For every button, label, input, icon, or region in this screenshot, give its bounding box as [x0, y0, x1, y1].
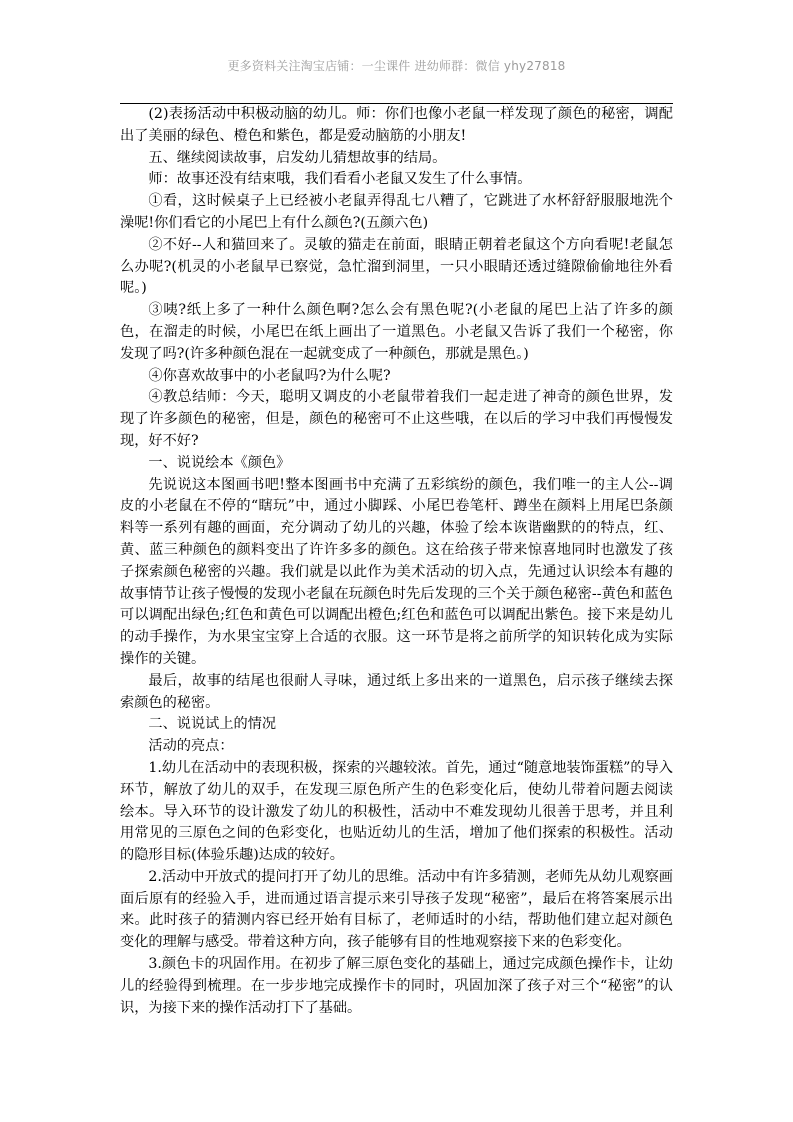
paragraph-step-1: ①看，这时候桌子上已经被小老鼠弄得乱七八糟了，它跳进了水杯舒舒服服地洗个澡呢!你们看它的小尾巴上有什么颜色?(五颜六色) — [120, 193, 673, 231]
paragraph-step-2: ②不好--人和猫回来了。灵敏的猫走在前面，眼睛正朝着老鼠这个方向看呢!老鼠怎么办呢?(机灵的小老鼠早已察觉，急忙溜到洞里，一只小眼睛还透过缝隙偷偷地往外看呢。) — [120, 236, 673, 297]
section-heading-1: 一、说说绘本《颜色》 — [148, 454, 291, 471]
paragraph-praise: (2)表扬活动中积极动脑的幼儿。师：你们也像小老鼠一样发现了颜色的秘密，调配出了美丽的绿色、橙色和紫色，都是爱动脑筋的小朋友! — [120, 106, 673, 144]
paragraph-highlight-3: 3.颜色卡的巩固作用。在初步了解三原色变化的基础上，通过完成颜色操作卡，让幼儿的经验得到梳理。在一步步地完成操作卡的同时，巩固加深了孩子对三个“秘密”的认识，为接下来的操作活动打下了基础。 — [120, 956, 673, 1016]
document-body — [120, 104, 673, 1019]
paragraph-teacher-intro: 师：故事还没有结束哦，我们看看小老鼠又发生了什么事情。 — [148, 171, 532, 188]
paragraph-highlight-2: 2.活动中开放式的提问打开了幼儿的思维。活动中有许多猜测，老师先从幼儿观察画面后原有的经验入手，进而通过语言提示来引导孩子发现“秘密”，最后在将答案展示出来。此时孩子的猜测内容已经开始有目标了，老师适时的小结，帮助他们建立起对颜色变化的理解与感受。带着这种方向，孩子能够有目的性地观察接下来的色彩变化。 — [120, 868, 673, 951]
paragraph-step-4: ④你喜欢故事中的小老鼠吗?为什么呢? — [148, 367, 391, 384]
paragraph-summary: ④教总结师：今天，聪明又调皮的小老鼠带着我们一起走进了神奇的颜色世界，发现了许多颜色的秘密，但是，颜色的秘密可不止这些哦，在以后的学习中我们再慢慢发现，好不好? — [120, 389, 673, 449]
section-heading-5: 五、继续阅读故事，启发幼儿猜想故事的结局。 — [148, 149, 447, 166]
subheading-highlights: 活动的亮点： — [148, 738, 234, 755]
paragraph-step-3: ③咦?纸上多了一种什么颜色啊?怎么会有黑色呢?(小老鼠的尾巴上沾了许多的颜色，在溜走的时候，小尾巴在纸上画出了一道黑色。小老鼠又告诉了我们一个秘密，你发现了吗?(许多种颜色混在一起就变成了一种颜色，那就是黑色。) — [120, 302, 673, 362]
section-heading-2: 二、说说试上的情况 — [148, 716, 277, 733]
page-header-watermark: 更多资料关注淘宝店铺：一尘课件 进幼师群：微信 yhy27818 — [227, 59, 566, 73]
paragraph-book-description: 先说说这本图画书吧!整本图画书中充满了五彩缤纷的颜色，我们唯一的主人公--调皮的小老鼠在不停的“瞎玩”中，通过小脚踩、小尾巴卷笔杆、蹲坐在颜料上用尾巴条颜料等一系列有趣的画面，充分调动了幼儿的兴趣，体验了绘本诙谐幽默的的特点，红、黄、蓝三种颜色的颜料变出了许许多多的颜色。这在给孩子带来惊喜地同时也激发了孩子探索颜色秘密的兴趣。我们就是以此作为美术活动的切入点，先通过认识绘本有趣的故事情节让孩子慢慢的发现小老鼠在玩颜色时先后发现的三个关于颜色秘密--黄色和蓝色可以调配出绿色;红色和黄色可以调配出橙色;红色和蓝色可以调配出紫色。接下来是幼儿的动手操作，为水果宝宝穿上合适的衣服。这一环节是将之前所学的知识转化成为实际操作的关键。 — [120, 476, 673, 667]
paragraph-ending: 最后，故事的结尾也很耐人寻味，通过纸上多出来的一道黑色，启示孩子继续去探索颜色的秘密。 — [120, 672, 673, 711]
paragraph-highlight-1: 1.幼儿在活动中的表现积极，探索的兴趣较浓。首先，通过“随意地装饰蛋糕”的导入环节，解放了幼儿的双手，在发现三原色所产生的色彩变化后，使幼儿带着问题去阅读绘本。导入环节的设计激发了幼儿的积极性，活动中不难发现幼儿很善于思考，并且利用常见的三原色之间的色彩变化，也贴近幼儿的生活，增加了他们探索的积极性。活动的隐形目标(体验乐趣)达成的较好。 — [120, 759, 673, 864]
